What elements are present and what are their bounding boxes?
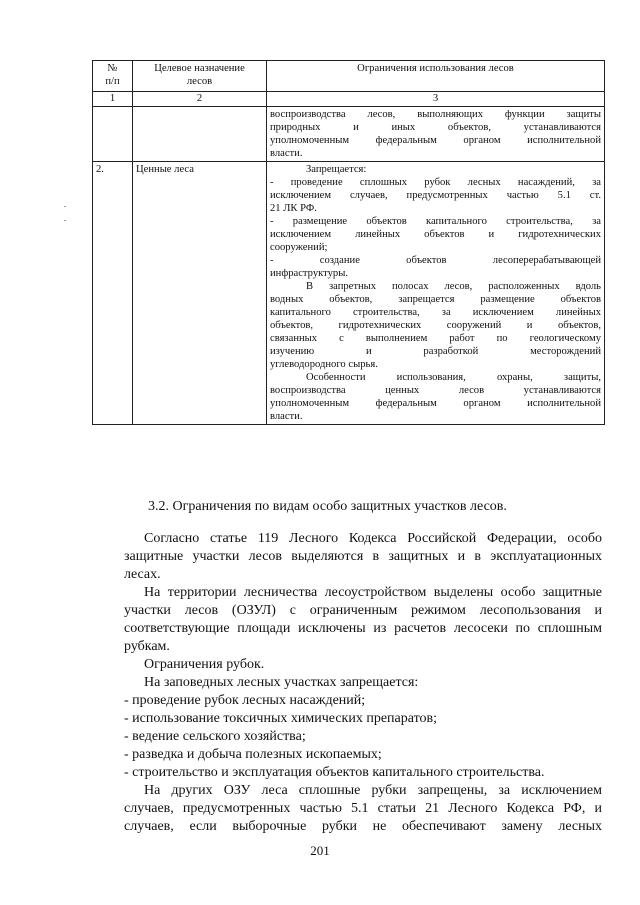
header-num: № п/п [93, 61, 133, 92]
text-line: соответствующие площади исключены из расчетов лесосеки по сплошным [124, 621, 602, 636]
cell-paragraph [270, 163, 601, 176]
scan-mark [64, 206, 66, 207]
cell-line: исключением линейных объектов и гидротехнических [270, 229, 601, 240]
cell-line: изучению и разработкой месторождений [270, 346, 601, 357]
cell-paragraph [270, 176, 601, 215]
cell-line: уполномоченным федеральным органом исполнительной [270, 398, 601, 409]
list-item: - проведение рубок лесных насаждений; [124, 693, 366, 708]
cell-line: сооружений; [270, 242, 328, 253]
text-line: лесах. [124, 567, 161, 582]
table-row [93, 162, 605, 425]
list-item: - ведение сельского хозяйства; [124, 729, 306, 744]
cell-paragraph [270, 280, 601, 371]
cell-line: капитального строительства, за исключением линейных [270, 307, 601, 318]
cell-line: Особенности использования, охраны, защиты, [306, 372, 601, 383]
paragraph-reserve-prohibited: На заповедных лесных участках запрещается: [144, 675, 419, 690]
prohibition-list [124, 692, 602, 782]
column-number: 3 [267, 92, 605, 107]
cell-line: объектов, гидротехнических сооружений и объектов, [270, 320, 601, 331]
row-purpose: Ценные леса [133, 162, 267, 425]
cell-line: уполномоченным федеральным органом исполнительной [270, 135, 601, 146]
cell-line: - размещение объектов капитального строительства, за [270, 216, 601, 227]
paragraph-cutting-restrictions: Ограничения рубок. [144, 657, 265, 672]
cell-line: - проведение сплошных рубок лесных насаждений, за [270, 177, 601, 188]
cell-paragraph [270, 254, 601, 280]
page-number: 201 [310, 843, 330, 858]
column-number: 1 [93, 92, 133, 107]
paragraph-other-ozu [124, 782, 602, 836]
cell-line: углеводородного сырья. [270, 359, 378, 370]
paragraph-ozul-allocation [124, 584, 602, 656]
cell-line: воспроизводства ценных лесов устанавливаются [270, 385, 601, 396]
text-line: случаев, если выборочные рубки не обеспечивают замену лесных [124, 819, 602, 834]
scan-mark [64, 220, 66, 221]
text-line: На других ОЗУ леса сплошные рубки запрещены, за исключением [144, 783, 602, 798]
header-purpose: Целевое назначение лесов [133, 61, 267, 92]
text-line: случаев, предусмотренных частью 5.1 статьи 21 Лесного Кодекса РФ, и [124, 801, 602, 816]
cell-line: Запрещается: [306, 164, 367, 175]
text-line: На территории лесничества лесоустройством выделены особо защитные [144, 585, 602, 600]
cell-paragraph [270, 371, 601, 423]
restrictions-table [92, 60, 605, 425]
row-num: 2. [93, 162, 133, 425]
column-number-row [93, 92, 605, 107]
cell-line: воспроизводства лесов, выполняющих функции защиты [270, 109, 601, 120]
cell-line: власти. [270, 148, 303, 159]
row-purpose [133, 107, 267, 162]
table-row [93, 107, 605, 162]
list-item: - использование токсичных химических препаратов; [124, 711, 438, 726]
row-num [93, 107, 133, 162]
paragraph-article-119 [124, 530, 602, 584]
header-restrictions: Ограничения использования лесов [267, 61, 605, 92]
cell-line: исключением случаев, предусмотренных частью 5.1 ст. [270, 190, 601, 201]
cell-line: - создание объектов лесоперерабатывающей [270, 255, 601, 266]
cell-paragraph [270, 215, 601, 254]
section-title: 3.2. Ограничения по видам особо защитных участков лесов. [148, 499, 507, 514]
column-number: 2 [133, 92, 267, 107]
cell-line: природных и иных объектов, устанавливаются [270, 122, 601, 133]
cell-line: водных объектов, запрещается размещение объектов [270, 294, 601, 305]
row-restrictions [267, 107, 605, 162]
cell-line: власти. [270, 411, 303, 422]
text-line: защитные участки лесов выделяются в защитных и в эксплуатационных [124, 549, 602, 564]
text-line: Согласно статье 119 Лесного Кодекса Российской Федерации, особо [144, 531, 602, 546]
table-header-row [93, 61, 605, 92]
text-line: рубкам. [124, 639, 170, 654]
cell-line: 21 ЛК РФ. [270, 203, 317, 214]
text-line: участки лесов (ОЗУЛ) с ограниченным режимом лесопользования и [124, 603, 602, 618]
cell-line: В запретных полосах лесов, расположенных вдоль [306, 281, 601, 292]
list-item: - разведка и добыча полезных ископаемых; [124, 747, 382, 762]
cell-line: инфраструктуры. [270, 268, 348, 279]
cell-line: связанных с выполнением работ по геологическому [270, 333, 601, 344]
list-item: - строительство и эксплуатация объектов капитального строительства. [124, 765, 545, 780]
row-restrictions [267, 162, 605, 425]
